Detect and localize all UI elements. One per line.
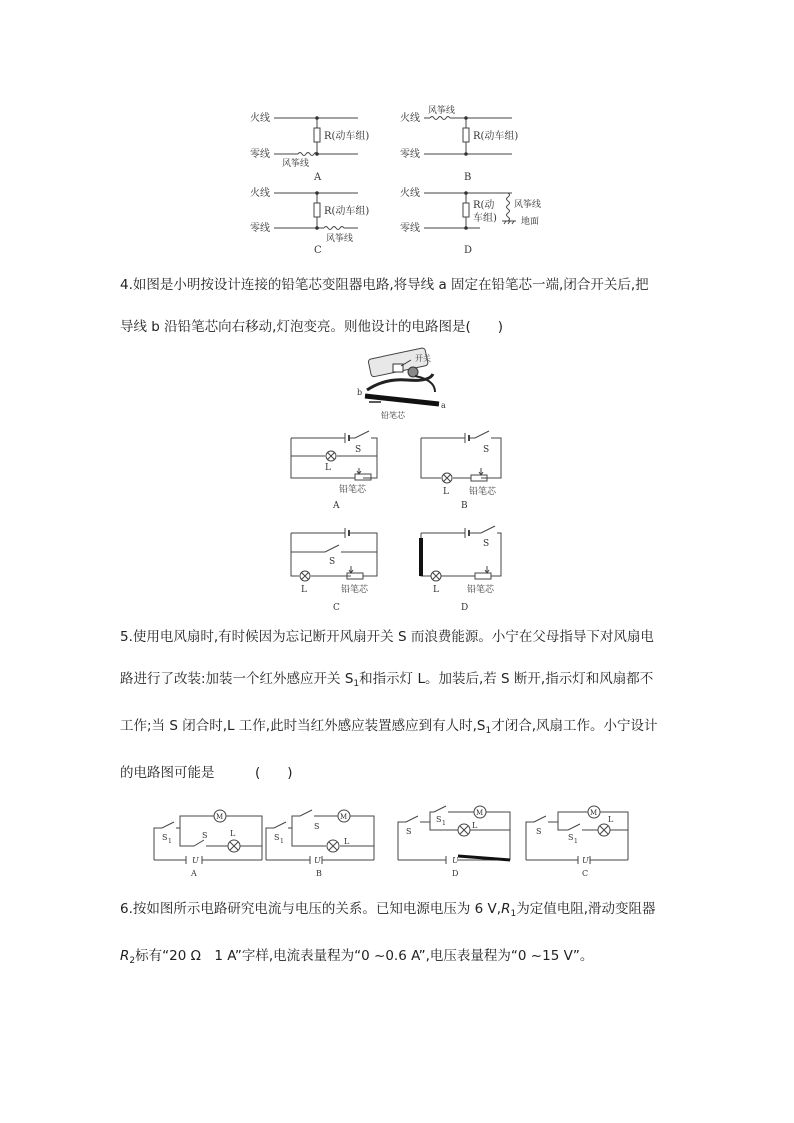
switch-label: 开关 (415, 354, 431, 363)
switch-s-label: S (536, 827, 542, 836)
question-5-line-4: 的电路图可能是 ( ) (120, 765, 293, 781)
junction-dot (464, 226, 468, 230)
pencil-label: 铅笔芯 (467, 585, 495, 595)
question-4-line-1: 4.如图是小明按设计连接的铅笔芯变阻器电路,将导线 a 固定在铅笔芯一端,闭合开关后,把 (120, 277, 649, 293)
subscript: 1 (442, 820, 446, 827)
question-5-line-3 (120, 716, 680, 741)
subscript: 1 (168, 838, 172, 845)
pencil-lead (365, 396, 439, 404)
q4-circuit-a (291, 431, 377, 511)
voltage-label: U (192, 856, 199, 865)
slider-contact (485, 566, 489, 573)
junction-dot (464, 152, 468, 156)
kite-line-zigzag (430, 117, 450, 120)
thick-wire (458, 856, 510, 860)
live-wire-label: 火线 (400, 113, 420, 124)
q5-circuit-a (154, 810, 262, 878)
junction-dot (464, 116, 468, 120)
option-letter-d: D (461, 603, 469, 613)
kite-line-zigzag (507, 193, 510, 221)
q3-panel-c (250, 186, 369, 256)
lamp-label: L (230, 829, 236, 838)
question-6-line-1 (120, 899, 680, 924)
lamp-label: L (344, 837, 350, 846)
text-span: 路进行了改装:加装一个红外感应开关 S (120, 671, 354, 687)
resistor-label: R(动车组) (324, 206, 370, 217)
circuit-wires (266, 810, 374, 860)
q3-panel-a (250, 111, 369, 183)
q4-circuit-d (421, 526, 501, 613)
option-letter-d: D (452, 869, 459, 878)
text-span: 工作;当 S 闭合时,L 工作,此时当红外感应装置感应到有人时,S (120, 718, 486, 734)
resistor-label: R(动车组) (324, 131, 370, 142)
wire-b-label: b (357, 388, 363, 397)
resistor-r (463, 128, 469, 142)
slider-contact (357, 468, 361, 474)
kite-line-label: 风筝线 (282, 159, 310, 169)
motor-label: M (476, 809, 484, 817)
resistor-label: R(动车组) (473, 131, 519, 142)
lamp-label: L (472, 821, 478, 830)
neutral-wire-label: 零线 (400, 149, 420, 160)
q5-circuit-c (526, 806, 628, 878)
option-letter-c: C (582, 869, 589, 878)
option-letter-b: B (316, 869, 322, 878)
text-span: 和指示灯 L。加装后,若 S 断开,指示灯和风扇都不 (359, 671, 654, 687)
text-span: 6.按如图所示电路研究电流与电压的关系。已知电源电压为 6 V, (120, 901, 502, 917)
text-span: 标有“20 Ω 1 A”字样,电流表量程为“0 ~0.6 A”,电压表量程为“0 ~15 V”。 (135, 948, 594, 964)
q3-panel-b (400, 104, 518, 183)
subscript: 1 (574, 838, 578, 845)
neutral-wire-label: 零线 (400, 223, 420, 234)
lamp-label: L (608, 815, 614, 824)
option-letter-b: B (461, 501, 468, 511)
switch-label: S (329, 557, 336, 567)
q3-figure (240, 100, 560, 260)
junction-dot (315, 116, 319, 120)
kite-line-label: 风筝线 (514, 200, 542, 210)
question-5 (120, 627, 680, 783)
question-4 (120, 275, 680, 337)
wire-a-label: a (441, 401, 446, 410)
lamp-label: L (325, 463, 331, 473)
pencil-lead-label: 铅笔芯 (381, 411, 405, 420)
resistor-r (314, 128, 320, 142)
pencil-label: 铅笔芯 (339, 485, 367, 495)
panel-letter-a: A (314, 172, 322, 183)
q4-circuit-c (291, 528, 377, 613)
live-wire-label: 火线 (250, 113, 270, 124)
q5-circuit-d (398, 806, 510, 878)
q4-circuits-figure (285, 428, 525, 618)
motor-label: M (590, 809, 598, 817)
pencil-resistor (475, 573, 491, 579)
text-span: 才闭合,风扇工作。小宁设计 (491, 718, 658, 734)
option-letter-a: A (333, 501, 340, 511)
resistor-label: 车组) (473, 213, 497, 224)
r1-symbol: R (501, 901, 511, 917)
switch-s-label: S (314, 822, 320, 831)
q3-panel-d (400, 186, 541, 256)
switch-s1-label: S (568, 833, 574, 842)
q5-circuits-figure (150, 809, 650, 882)
live-wire-label: 火线 (400, 188, 420, 199)
switch-s1-label: S (274, 833, 280, 842)
wire-a (415, 376, 435, 392)
q5-circuit-b (266, 810, 374, 878)
resistor-r (463, 203, 469, 217)
slider-contact (479, 468, 483, 475)
panel-letter-d: D (464, 245, 473, 256)
ground-label: 地面 (521, 217, 540, 227)
slider-contact (349, 566, 353, 573)
junction-dot (315, 226, 319, 230)
subscript: 1 (485, 726, 492, 736)
kite-line-label: 风筝线 (326, 234, 354, 244)
subscript: 1 (353, 679, 360, 689)
option-letter-a: A (191, 869, 197, 878)
resistor-r (314, 203, 320, 217)
option-letter-c: C (333, 603, 340, 613)
switch-s1-label: S (162, 833, 168, 842)
subscript: 1 (510, 909, 517, 919)
question-6 (120, 899, 680, 971)
question-6-line-2 (120, 946, 680, 971)
question-5-line-2 (120, 669, 680, 694)
motor-label: M (340, 813, 348, 821)
switch-label: S (483, 445, 490, 455)
junction-dot (315, 191, 319, 195)
circuit-wires (398, 806, 510, 860)
motor-label: M (216, 813, 224, 821)
resistor-label: R(动 (473, 200, 495, 211)
lamp-label: L (433, 585, 439, 595)
pencil-label: 铅笔芯 (469, 487, 497, 497)
circuit-wires (421, 526, 501, 576)
subscript: 2 (129, 956, 136, 966)
voltage-label: U (314, 856, 321, 865)
subscript: 1 (280, 838, 284, 845)
r2-symbol: R (120, 948, 130, 964)
question-5-line-1: 5.使用电风扇时,有时候因为忘记断开风扇开关 S 而浪费能源。小宁在父母指导下对风扇电 (120, 629, 654, 645)
junction-dot (315, 152, 319, 156)
pencil-label: 铅笔芯 (341, 585, 369, 595)
lamp-label: L (443, 487, 449, 497)
switch-s1-label: S (436, 815, 442, 824)
switch-s-label: S (202, 831, 208, 840)
junction-dot (464, 191, 468, 195)
neutral-wire-label: 零线 (250, 149, 270, 160)
circuit-wires (291, 533, 377, 576)
switch-label: S (483, 539, 490, 549)
kite-line-zigzag (324, 227, 344, 230)
q4-circuit-b (421, 431, 501, 511)
kite-line-zigzag (298, 153, 318, 156)
voltage-label: U (582, 856, 589, 865)
pencil-resistor (355, 474, 371, 480)
q4-photo-figure (355, 350, 455, 420)
switch-s-label: S (406, 827, 412, 836)
lamp-label: L (301, 585, 307, 595)
neutral-wire-label: 零线 (250, 223, 270, 234)
text-span: 为定值电阻,滑动变阻器 (516, 901, 656, 917)
kite-line-label: 风筝线 (428, 106, 456, 116)
switch-label: S (355, 445, 362, 455)
voltage-label: U (452, 856, 459, 865)
panel-letter-c: C (314, 245, 322, 256)
question-4-line-2: 导线 b 沿铅笔芯向右移动,灯泡变亮。则他设计的电路图是( ) (120, 319, 503, 335)
panel-letter-b: B (464, 172, 472, 183)
live-wire-label: 火线 (250, 188, 270, 199)
